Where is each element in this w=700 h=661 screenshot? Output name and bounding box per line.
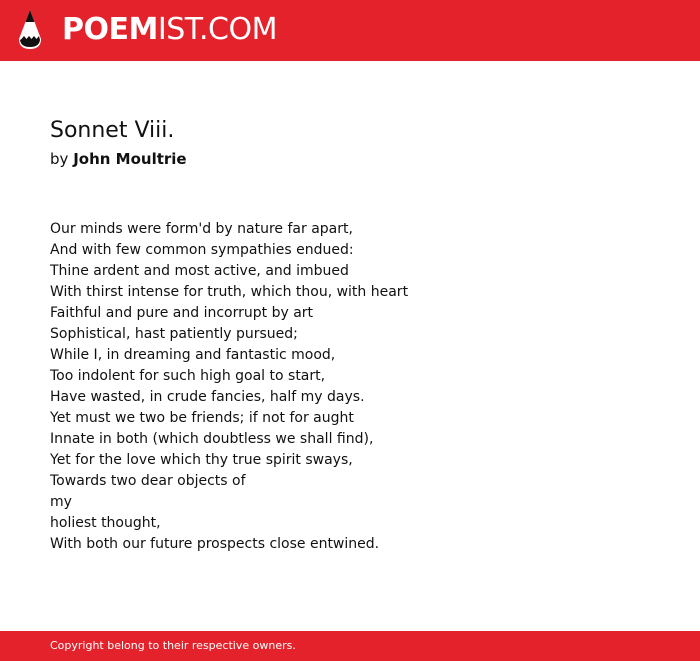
- poem-line: Towards two dear objects of: [50, 473, 246, 489]
- poem-line: Innate in both (which doubtless we shall find),: [50, 431, 374, 447]
- poem-line: With both our future prospects close entwined.: [50, 536, 380, 552]
- site-header: [0, 0, 700, 61]
- byline: [50, 149, 187, 169]
- poem-line: While I, in dreaming and fantastic mood,: [50, 347, 336, 363]
- by-label: by: [50, 150, 69, 168]
- site-footer: [0, 631, 700, 661]
- poem-line: holiest thought,: [50, 515, 161, 531]
- poem-line: Thine ardent and most active, and imbued: [50, 263, 349, 279]
- poem-line: Our minds were form'd by nature far apart,: [50, 221, 353, 237]
- poem-line: my: [50, 494, 72, 510]
- pencil-tip-icon[interactable]: [17, 9, 43, 51]
- author-name: John Moultrie: [73, 150, 187, 168]
- site-logo[interactable]: [62, 13, 277, 47]
- poem-line: Yet for the love which thy true spirit sways,: [50, 452, 353, 468]
- poem-line: Sophistical, hast patiently pursued;: [50, 326, 298, 342]
- poem-title: Sonnet Viii.: [50, 118, 175, 143]
- poem-line: And with few common sympathies endued:: [50, 242, 354, 258]
- poem-line: Have wasted, in crude fancies, half my days.: [50, 389, 365, 405]
- poem-line: Too indolent for such high goal to start,: [50, 368, 326, 384]
- poem-line: With thirst intense for truth, which thou, with heart: [50, 284, 409, 300]
- poem-line: Yet must we two be friends; if not for aught: [50, 410, 354, 426]
- poem-line: Faithful and pure and incorrupt by art: [50, 305, 314, 321]
- logo-bold-text: POEM: [62, 12, 158, 47]
- copyright-text: Copyright belong to their respective owners.: [50, 639, 296, 652]
- logo-light-text: IST.COM: [157, 12, 277, 47]
- poem-body: [50, 219, 408, 555]
